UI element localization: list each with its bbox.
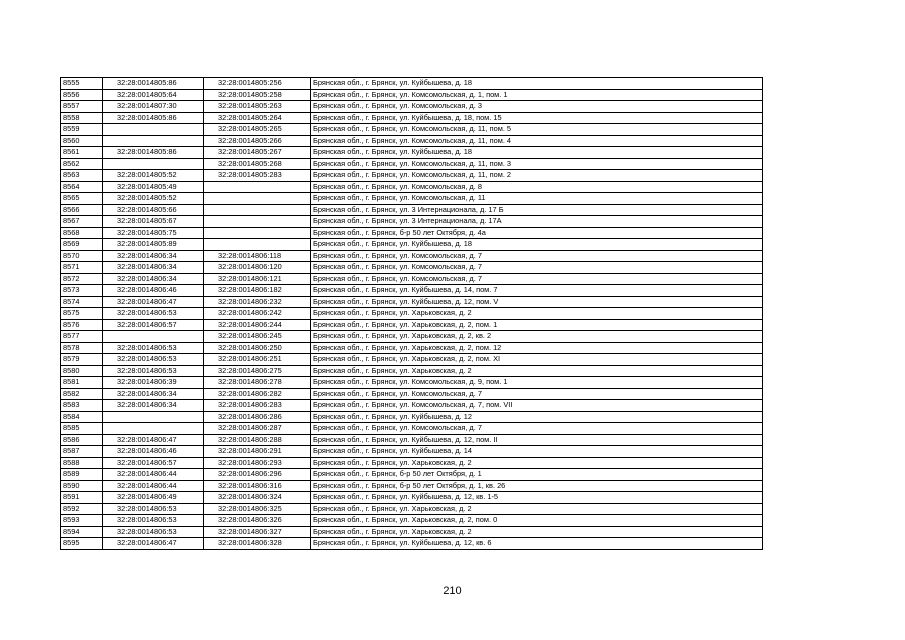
cell-address: Брянская обл., г. Брянск, ул. 3 Интернационала, д. 17А (311, 216, 763, 228)
cell-parcel-cadastral-number (103, 423, 204, 435)
cell-row-number: 8573 (61, 285, 103, 297)
cell-address: Брянская обл., г. Брянск, ул. Комсомольская, д. 7 (311, 273, 763, 285)
cell-object-cadastral-number: 32:28:0014806:120 (204, 262, 311, 274)
cell-object-cadastral-number (204, 216, 311, 228)
cell-row-number: 8569 (61, 239, 103, 251)
cell-parcel-cadastral-number: 32:28:0014806:53 (103, 503, 204, 515)
cell-address: Брянская обл., г. Брянск, ул. Харьковская, д. 2 (311, 526, 763, 538)
cell-parcel-cadastral-number: 32:28:0014806:34 (103, 273, 204, 285)
cell-row-number: 8591 (61, 492, 103, 504)
cell-row-number: 8579 (61, 354, 103, 366)
cell-address: Брянская обл., г. Брянск, ул. Харьковская, д. 2, кв. 2 (311, 331, 763, 343)
cell-address: Брянская обл., г. Брянск, ул. Куйбышева, д. 12 (311, 411, 763, 423)
cell-object-cadastral-number: 32:28:0014806:121 (204, 273, 311, 285)
cell-object-cadastral-number: 32:28:0014805:264 (204, 112, 311, 124)
property-table-body (61, 78, 763, 550)
cell-parcel-cadastral-number: 32:28:0014806:57 (103, 319, 204, 331)
cell-row-number: 8562 (61, 158, 103, 170)
cell-address: Брянская обл., г. Брянск, ул. Куйбышева, д. 12, кв. 1-5 (311, 492, 763, 504)
cell-parcel-cadastral-number: 32:28:0014806:47 (103, 538, 204, 550)
cell-address: Брянская обл., г. Брянск, ул. Комсомольская, д. 11 (311, 193, 763, 205)
table-row (61, 273, 763, 285)
cell-parcel-cadastral-number: 32:28:0014806:53 (103, 342, 204, 354)
cell-object-cadastral-number: 32:28:0014806:288 (204, 434, 311, 446)
cell-object-cadastral-number: 32:28:0014806:182 (204, 285, 311, 297)
cell-object-cadastral-number: 32:28:0014806:244 (204, 319, 311, 331)
cell-address: Брянская обл., г. Брянск, ул. Куйбышева, д. 14, пом. 7 (311, 285, 763, 297)
cell-row-number: 8584 (61, 411, 103, 423)
table-row (61, 285, 763, 297)
cell-object-cadastral-number: 32:28:0014806:251 (204, 354, 311, 366)
cell-object-cadastral-number: 32:28:0014805:263 (204, 101, 311, 113)
cell-object-cadastral-number: 32:28:0014806:326 (204, 515, 311, 527)
cell-row-number: 8572 (61, 273, 103, 285)
cell-address: Брянская обл., г. Брянск, ул. Комсомольская, д. 8 (311, 181, 763, 193)
cell-address: Брянская обл., г. Брянск, ул. Куйбышева, д. 12, кв. 6 (311, 538, 763, 550)
cell-object-cadastral-number: 32:28:0014806:282 (204, 388, 311, 400)
cell-parcel-cadastral-number: 32:28:0014806:44 (103, 480, 204, 492)
cell-object-cadastral-number: 32:28:0014805:268 (204, 158, 311, 170)
cell-address: Брянская обл., г. Брянск, ул. 3 Интернационала, д. 17 Б (311, 204, 763, 216)
cell-row-number: 8594 (61, 526, 103, 538)
cell-parcel-cadastral-number: 32:28:0014806:53 (103, 526, 204, 538)
cell-row-number: 8578 (61, 342, 103, 354)
cell-address: Брянская обл., г. Брянск, ул. Харьковская, д. 2, пом. 0 (311, 515, 763, 527)
cell-row-number: 8566 (61, 204, 103, 216)
cell-parcel-cadastral-number: 32:28:0014805:86 (103, 78, 204, 90)
cell-object-cadastral-number: 32:28:0014806:250 (204, 342, 311, 354)
cell-object-cadastral-number: 32:28:0014806:275 (204, 365, 311, 377)
cell-parcel-cadastral-number: 32:28:0014805:66 (103, 204, 204, 216)
cell-object-cadastral-number: 32:28:0014806:324 (204, 492, 311, 504)
cell-parcel-cadastral-number: 32:28:0014806:47 (103, 296, 204, 308)
cell-object-cadastral-number: 32:28:0014805:266 (204, 135, 311, 147)
cell-row-number: 8560 (61, 135, 103, 147)
cell-parcel-cadastral-number: 32:28:0014806:44 (103, 469, 204, 481)
table-row (61, 296, 763, 308)
cell-address: Брянская обл., г. Брянск, ул. Комсомольская, д. 7, пом. VII (311, 400, 763, 412)
cell-parcel-cadastral-number (103, 411, 204, 423)
table-row (61, 250, 763, 262)
table-row (61, 457, 763, 469)
cell-parcel-cadastral-number: 32:28:0014806:49 (103, 492, 204, 504)
cell-object-cadastral-number: 32:28:0014806:291 (204, 446, 311, 458)
cell-object-cadastral-number (204, 193, 311, 205)
table-row (61, 147, 763, 159)
cell-row-number: 8574 (61, 296, 103, 308)
cell-row-number: 8595 (61, 538, 103, 550)
cell-row-number: 8571 (61, 262, 103, 274)
cell-object-cadastral-number: 32:28:0014805:258 (204, 89, 311, 101)
cell-object-cadastral-number: 32:28:0014806:283 (204, 400, 311, 412)
cell-parcel-cadastral-number (103, 135, 204, 147)
cell-row-number: 8561 (61, 147, 103, 159)
table-row (61, 112, 763, 124)
table-row (61, 526, 763, 538)
table-row (61, 469, 763, 481)
cell-parcel-cadastral-number: 32:28:0014806:53 (103, 308, 204, 320)
cell-object-cadastral-number: 32:28:0014805:265 (204, 124, 311, 136)
cell-object-cadastral-number: 32:28:0014806:287 (204, 423, 311, 435)
cell-row-number: 8570 (61, 250, 103, 262)
table-row (61, 78, 763, 90)
table-row (61, 319, 763, 331)
cell-object-cadastral-number: 32:28:0014805:256 (204, 78, 311, 90)
cell-parcel-cadastral-number (103, 124, 204, 136)
cell-object-cadastral-number: 32:28:0014806:293 (204, 457, 311, 469)
table-row (61, 503, 763, 515)
cell-parcel-cadastral-number: 32:28:0014806:34 (103, 388, 204, 400)
table-row (61, 216, 763, 228)
cell-parcel-cadastral-number: 32:28:0014805:75 (103, 227, 204, 239)
table-row (61, 446, 763, 458)
cell-parcel-cadastral-number: 32:28:0014805:52 (103, 170, 204, 182)
cell-address: Брянская обл., г. Брянск, ул. Харьковская, д. 2, пом. 1 (311, 319, 763, 331)
cell-address: Брянская обл., г. Брянск, ул. Харьковская, д. 2 (311, 503, 763, 515)
cell-object-cadastral-number: 32:28:0014806:325 (204, 503, 311, 515)
cell-row-number: 8580 (61, 365, 103, 377)
cell-address: Брянская обл., г. Брянск, ул. Комсомольская, д. 3 (311, 101, 763, 113)
cell-object-cadastral-number (204, 239, 311, 251)
table-row (61, 308, 763, 320)
table-row (61, 411, 763, 423)
cell-object-cadastral-number (204, 181, 311, 193)
cell-parcel-cadastral-number: 32:28:0014806:47 (103, 434, 204, 446)
cell-row-number: 8586 (61, 434, 103, 446)
cell-parcel-cadastral-number: 32:28:0014805:86 (103, 147, 204, 159)
table-row (61, 492, 763, 504)
cell-object-cadastral-number: 32:28:0014806:118 (204, 250, 311, 262)
table-row (61, 400, 763, 412)
cell-address: Брянская обл., г. Брянск, ул. Харьковская, д. 2, пом. XI (311, 354, 763, 366)
cell-address: Брянская обл., г. Брянск, ул. Куйбышева, д. 18 (311, 78, 763, 90)
cell-address: Брянская обл., г. Брянск, ул. Комсомольская, д. 11, пом. 4 (311, 135, 763, 147)
table-row (61, 354, 763, 366)
cell-address: Брянская обл., г. Брянск, ул. Комсомольская, д. 11, пом. 3 (311, 158, 763, 170)
cell-parcel-cadastral-number: 32:28:0014806:46 (103, 446, 204, 458)
cell-parcel-cadastral-number (103, 331, 204, 343)
table-row (61, 89, 763, 101)
cell-object-cadastral-number: 32:28:0014806:242 (204, 308, 311, 320)
table-row (61, 365, 763, 377)
cell-address: Брянская обл., г. Брянск, ул. Комсомольская, д. 7 (311, 250, 763, 262)
cell-object-cadastral-number (204, 204, 311, 216)
cell-parcel-cadastral-number: 32:28:0014806:53 (103, 515, 204, 527)
table-row (61, 227, 763, 239)
cell-parcel-cadastral-number: 32:28:0014806:34 (103, 262, 204, 274)
cell-object-cadastral-number: 32:28:0014805:283 (204, 170, 311, 182)
cell-address: Брянская обл., г. Брянск, ул. Комсомольская, д. 7 (311, 423, 763, 435)
cell-address: Брянская обл., г. Брянск, ул. Комсомольская, д. 11, пом. 2 (311, 170, 763, 182)
cell-address: Брянская обл., г. Брянск, ул. Комсомольская, д. 7 (311, 262, 763, 274)
table-row (61, 388, 763, 400)
cell-object-cadastral-number: 32:28:0014806:327 (204, 526, 311, 538)
cell-object-cadastral-number: 32:28:0014806:278 (204, 377, 311, 389)
cell-object-cadastral-number: 32:28:0014806:328 (204, 538, 311, 550)
table-row (61, 204, 763, 216)
cell-row-number: 8575 (61, 308, 103, 320)
property-table (60, 77, 763, 550)
cell-parcel-cadastral-number: 32:28:0014805:64 (103, 89, 204, 101)
cell-address: Брянская обл., г. Брянск, ул. Куйбышева, д. 18 (311, 239, 763, 251)
cell-parcel-cadastral-number (103, 158, 204, 170)
table-row (61, 423, 763, 435)
cell-row-number: 8568 (61, 227, 103, 239)
cell-row-number: 8592 (61, 503, 103, 515)
cell-row-number: 8564 (61, 181, 103, 193)
cell-address: Брянская обл., г. Брянск, ул. Харьковская, д. 2 (311, 365, 763, 377)
cell-object-cadastral-number: 32:28:0014806:245 (204, 331, 311, 343)
table-row (61, 193, 763, 205)
cell-row-number: 8567 (61, 216, 103, 228)
cell-object-cadastral-number: 32:28:0014806:296 (204, 469, 311, 481)
cell-row-number: 8559 (61, 124, 103, 136)
cell-row-number: 8583 (61, 400, 103, 412)
table-row (61, 181, 763, 193)
table-row (61, 170, 763, 182)
cell-address: Брянская обл., г. Брянск, ул. Харьковская, д. 2, пом. 12 (311, 342, 763, 354)
cell-row-number: 8558 (61, 112, 103, 124)
cell-parcel-cadastral-number: 32:28:0014805:67 (103, 216, 204, 228)
table-row (61, 515, 763, 527)
cell-row-number: 8589 (61, 469, 103, 481)
cell-parcel-cadastral-number: 32:28:0014806:34 (103, 250, 204, 262)
cell-object-cadastral-number: 32:28:0014806:316 (204, 480, 311, 492)
table-row (61, 101, 763, 113)
cell-parcel-cadastral-number: 32:28:0014806:39 (103, 377, 204, 389)
cell-row-number: 8588 (61, 457, 103, 469)
table-row (61, 135, 763, 147)
cell-address: Брянская обл., г. Брянск, б-р 50 лет Октября, д. 4а (311, 227, 763, 239)
cell-parcel-cadastral-number: 32:28:0014806:53 (103, 365, 204, 377)
cell-row-number: 8556 (61, 89, 103, 101)
table-row (61, 480, 763, 492)
cell-address: Брянская обл., г. Брянск, ул. Комсомольская, д. 7 (311, 388, 763, 400)
cell-row-number: 8581 (61, 377, 103, 389)
cell-parcel-cadastral-number: 32:28:0014807:30 (103, 101, 204, 113)
table-row (61, 342, 763, 354)
cell-parcel-cadastral-number: 32:28:0014806:57 (103, 457, 204, 469)
cell-parcel-cadastral-number: 32:28:0014806:46 (103, 285, 204, 297)
cell-address: Брянская обл., г. Брянск, б-р 50 лет Октября, д. 1 (311, 469, 763, 481)
cell-address: Брянская обл., г. Брянск, ул. Харьковская, д. 2 (311, 308, 763, 320)
cell-parcel-cadastral-number: 32:28:0014806:34 (103, 400, 204, 412)
table-row (61, 262, 763, 274)
table-row (61, 434, 763, 446)
table-row (61, 124, 763, 136)
cell-row-number: 8565 (61, 193, 103, 205)
table-row (61, 158, 763, 170)
table-row (61, 331, 763, 343)
cell-address: Брянская обл., г. Брянск, ул. Куйбышева, д. 12, пом. V (311, 296, 763, 308)
cell-address: Брянская обл., г. Брянск, ул. Комсомольская, д. 11, пом. 5 (311, 124, 763, 136)
cell-row-number: 8587 (61, 446, 103, 458)
cell-row-number: 8557 (61, 101, 103, 113)
cell-row-number: 8576 (61, 319, 103, 331)
cell-object-cadastral-number: 32:28:0014805:267 (204, 147, 311, 159)
table-row (61, 538, 763, 550)
cell-address: Брянская обл., г. Брянск, ул. Комсомольская, д. 1, пом. 1 (311, 89, 763, 101)
cell-address: Брянская обл., г. Брянск, ул. Харьковская, д. 2 (311, 457, 763, 469)
cell-row-number: 8582 (61, 388, 103, 400)
cell-parcel-cadastral-number: 32:28:0014805:52 (103, 193, 204, 205)
cell-address: Брянская обл., г. Брянск, ул. Комсомольская, д. 9, пом. 1 (311, 377, 763, 389)
cell-parcel-cadastral-number: 32:28:0014805:49 (103, 181, 204, 193)
cell-parcel-cadastral-number: 32:28:0014806:53 (103, 354, 204, 366)
cell-object-cadastral-number: 32:28:0014806:286 (204, 411, 311, 423)
cell-object-cadastral-number: 32:28:0014806:232 (204, 296, 311, 308)
cell-address: Брянская обл., г. Брянск, б-р 50 лет Октября, д. 1, кв. 26 (311, 480, 763, 492)
cell-row-number: 8590 (61, 480, 103, 492)
cell-row-number: 8577 (61, 331, 103, 343)
cell-address: Брянская обл., г. Брянск, ул. Куйбышева, д. 14 (311, 446, 763, 458)
cell-address: Брянская обл., г. Брянск, ул. Куйбышева, д. 18 (311, 147, 763, 159)
cell-row-number: 8585 (61, 423, 103, 435)
cell-row-number: 8593 (61, 515, 103, 527)
cell-parcel-cadastral-number: 32:28:0014805:86 (103, 112, 204, 124)
cell-parcel-cadastral-number: 32:28:0014805:89 (103, 239, 204, 251)
table-row (61, 377, 763, 389)
table-row (61, 239, 763, 251)
cell-row-number: 8563 (61, 170, 103, 182)
cell-row-number: 8555 (61, 78, 103, 90)
cell-object-cadastral-number (204, 227, 311, 239)
page-number: 210 (443, 585, 462, 597)
cell-address: Брянская обл., г. Брянск, ул. Куйбышева, д. 12, пом. II (311, 434, 763, 446)
cell-address: Брянская обл., г. Брянск, ул. Куйбышева, д. 18, пом. 15 (311, 112, 763, 124)
